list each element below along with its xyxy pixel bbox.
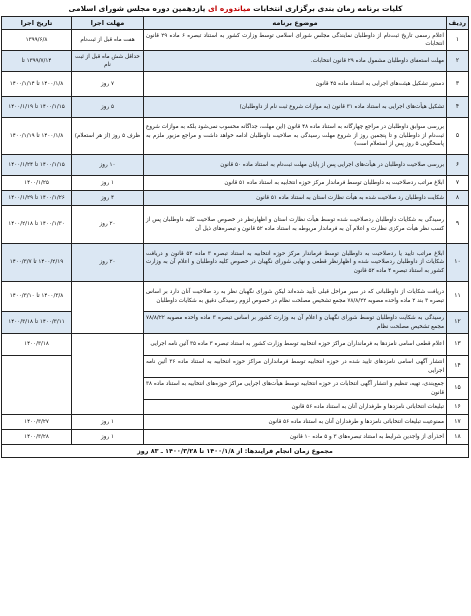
- schedule-table: [1, 16, 469, 458]
- row-date: ۱۳۹۹/۶/۸: [2, 30, 72, 51]
- row-topic: رسیدگی به شکایات داوطلبان ردصلاحیت شده توسط هیأت نظارت استان و اظهارنظر در خصوص صلاحیت کلیه داوطلبان پس از کسب نظر هیأت مرکزی نظارت و اعلام آن به فرماندار مربوطه به استناد ماده ۵۲ قانون و تبصره‌های ذیل آن: [144, 206, 447, 244]
- row-date: ۱۴۰۰/۱/۱۵ تا ۱۴۰۰/۱/۲۴: [2, 155, 72, 176]
- row-date: ۱۴۰۰/۲/۱۹ تا ۱۴۰۰/۳/۷: [2, 244, 72, 282]
- row-duration: ۵ روز: [72, 97, 144, 118]
- title-highlight: میاندوره ای: [208, 4, 251, 13]
- row-date: ۱۴۰۰/۱/۲۶ تا ۱۴۰۰/۱/۲۹: [2, 191, 72, 206]
- row-duration: ۱ روز: [72, 176, 144, 191]
- row-topic: ممنوعیت تبلیغات انتخاباتی نامزدها و طرفداران آنان به استناد ماده ۵۶ قانون: [144, 415, 447, 430]
- row-date: ۱۴۰۰/۳/۱۱ تا ۱۴۰۰/۳/۱۸: [2, 312, 72, 334]
- row-topic: بررسی صلاحیت داوطلبان در هیأت‌های اجرایی پس از پایان مهلت ثبت‌نام به استناد ماده ۵۰ قانون: [144, 155, 447, 176]
- row-number: ۱: [447, 30, 469, 51]
- row-duration: ۲۰ روز: [72, 244, 144, 282]
- row-duration: ۱ روز: [72, 430, 144, 445]
- row-topic: جمع‌بندی، تهیه، تنظیم و انتشار آگهی انتخابات در حوزه انتخابیه توسط هیأت‌های اجرایی مراکز حوزه‌های انتخابیه به استناد ماده ۳۸ قانون: [144, 378, 447, 400]
- table-footer-row: [2, 445, 469, 458]
- row-date: ۱۴۰۰/۱/۱۵ تا ۱۴۰۰/۱/۱۹: [2, 97, 72, 118]
- table-row: [2, 206, 469, 244]
- table-header-row: [2, 17, 469, 30]
- row-number: ۷: [447, 176, 469, 191]
- row-duration: [72, 282, 144, 334]
- row-topic: تبلیغات انتخاباتی نامزدها و طرفداران آنان به استناد ماده ۵۶ قانون: [144, 400, 447, 415]
- row-number: ۴: [447, 97, 469, 118]
- row-topic: رسیدگی به شکایت داوطلبان توسط شورای نگهبان و اعلام آن به وزارت کشور بر اساس تبصره ۳ ماده واحده مصوبه ۷۸/۸/۲۲ مجمع تشخیص مصلحت نظام: [144, 312, 447, 334]
- table-row: [2, 118, 469, 155]
- header-num: ردیف: [447, 17, 469, 30]
- row-number: ۱۳: [447, 334, 469, 356]
- table-row: [2, 415, 469, 430]
- row-topic: انتشار آگهی اسامی نامزدهای تایید شده در حوزه انتخابیه توسط فرمانداران مراکز حوزه انتخابیه به استناد ماده ۳۶ آئین نامه اجرایی: [144, 356, 447, 378]
- row-number: ۸: [447, 191, 469, 206]
- table-row: [2, 282, 469, 312]
- row-topic: اعلام قطعی اسامی نامزدها به فرمانداران مراکز حوزه انتخابیه توسط وزارت کشور به استناد تبصره ۳ ماده ۳۵ آئین نامه اجرایی: [144, 334, 447, 356]
- row-date: ۱۴۰۰/۳/۸ تا ۱۴۰۰/۳/۱۰: [2, 282, 72, 312]
- header-duration: مهلت اجرا: [72, 17, 144, 30]
- row-topic: شکایت داوطلبان رد صلاحیت شده به هیأت نظارت استان به استناد ماده ۵۱ قانون: [144, 191, 447, 206]
- table-row: [2, 244, 469, 282]
- row-topic: اخذرأی از واجدین شرایط به استناد تبصره‌های ۳ و ۵ ماده ۱۰ قانون: [144, 430, 447, 445]
- title-post: یازدهمین دوره مجلس شورای اسلامی: [68, 4, 209, 13]
- row-duration: ۲۰ روز: [72, 206, 144, 244]
- table-row: [2, 176, 469, 191]
- row-number: ۵: [447, 118, 469, 155]
- row-number: ۲: [447, 51, 469, 72]
- row-duration: ۴ روز: [72, 191, 144, 206]
- row-duration: ظرف ۵ روز (از هر استعلام): [72, 118, 144, 155]
- row-date: ۱۴۰۰/۳/۱۸: [2, 334, 72, 356]
- row-topic: دریافت شکایات از داوطلبانی که در سیر مراحل قبلی تأیید شده‌اند لیکن شورای نگهبان نظر به رد صلاحیت آنان دارد بر اساس تبصره ۳ بند ۲ ماده واحده مصوبه ۷۸/۸/۲۲ مجمع تشخیص مصلحت نظام در خصوص لزوم رسیدگی دقیق به شکایات داوطلبان: [144, 282, 447, 312]
- row-duration: ۱ روز: [72, 415, 144, 430]
- row-duration: ۱۰ روز: [72, 155, 144, 176]
- row-number: ۱۲: [447, 312, 469, 334]
- row-topic: دستور تشکیل هیئت‌های اجرایی به استناد ماده ۴۵ قانون: [144, 72, 447, 97]
- row-date: ۱۴۰۰/۱/۳۰ تا ۱۴۰۰/۲/۱۸: [2, 206, 72, 244]
- schedule-document: [2, 2, 469, 458]
- document-title: [2, 2, 469, 16]
- table-row: [2, 191, 469, 206]
- table-row: [2, 51, 469, 72]
- row-number: ۶: [447, 155, 469, 176]
- row-duration: هفت ماه قبل از ثبت‌نام: [72, 30, 144, 51]
- row-duration: ۷ روز: [72, 72, 144, 97]
- row-topic: ابلاغ مراتب تایید یا ردصلاحیت به داوطلبان توسط فرماندار مرکز حوزه انتخابیه به استناد تبصره ۳ ماده ۵۲ قانون و دریافت شکایات از داوطلبان ردصلاحیت شده و اظهارنظر قطعی و نهایی شورای نگهبان در خصوص کلیه داوطلبان و اعلام آن به وزارت کشور به استناد تبصره ۴ ماده ۵۲ قانون: [144, 244, 447, 282]
- row-date: ۱۴۰۰/۱/۸ تا ۱۴۰۰/۱/۱۹: [2, 118, 72, 155]
- row-topic: اعلام رسمی تاریخ ثبت‌نام از داوطلبان نمایندگی مجلس شورای اسلامی توسط وزارت کشور به استناد تبصره ۶ ماده ۲۹ قانون انتخابات: [144, 30, 447, 51]
- row-number: ۱۱: [447, 282, 469, 312]
- table-row: [2, 30, 469, 51]
- table-row: [2, 97, 469, 118]
- row-duration: [72, 334, 144, 415]
- row-number: ۹: [447, 206, 469, 244]
- row-date: ۱۴۰۰/۱/۸ تا ۱۴۰۰/۱/۱۴: [2, 72, 72, 97]
- table-row: [2, 430, 469, 445]
- row-topic: ابلاغ مراتب ردصلاحیت به داوطلبان توسط فرماندار مرکز حوزه انتخابیه به استناد ماده ۵۱ قانون: [144, 176, 447, 191]
- row-date: ۱۴۰۰/۳/۲۸: [2, 430, 72, 445]
- row-number: ۱۶: [447, 400, 469, 415]
- row-number: ۱۸: [447, 430, 469, 445]
- header-date: تاریخ اجرا: [2, 17, 72, 30]
- table-row: [2, 155, 469, 176]
- table-row: [2, 72, 469, 97]
- row-duration: حداقل شش ماه قبل از ثبت نام: [72, 51, 144, 72]
- row-topic: تشکیل هیأت‌های اجرایی به استناد ماده ۳۱ قانون (به موازات شروع ثبت نام از داوطلبان): [144, 97, 447, 118]
- row-date: ۱۴۰۰/۱/۲۵: [2, 176, 72, 191]
- row-number: ۱۷: [447, 415, 469, 430]
- row-number: ۳: [447, 72, 469, 97]
- row-number: ۱۵: [447, 378, 469, 400]
- table-row: [2, 334, 469, 356]
- header-topic: موضوع برنامه: [144, 17, 447, 30]
- total-duration: مجموع زمان انجام فرایندها: از ۱۴۰۰/۱/۸ تا ۱۴۰۰/۳/۲۸ ـ ۸۳ روز: [2, 445, 469, 458]
- row-topic: مهلت استعفای داوطلبان مشمول ماده ۲۹ قانون انتخابات.: [144, 51, 447, 72]
- row-number: ۱۴: [447, 356, 469, 378]
- row-date: ۱۴۰۰/۳/۲۷: [2, 415, 72, 430]
- table-body: [2, 30, 469, 445]
- row-topic: بررسی سوابق داوطلبان در مراجع چهارگانه به استناد ماده ۴۸ قانون (این مهلت، جداگانه محسوب نمی‌شود بلکه به موازات شروع ثبت‌نام از داوطلبان و تا پنجمین روز از شروع مهلت رسیدگی به صلاحیت داوطلبان ادامه خواهد داشت و مراجع مزبور ملزم به پاسخگویی ۵ روز پس از استعلام است): [144, 118, 447, 155]
- row-date: ۱۳۹۹/۷/۱۴ تا: [2, 51, 72, 72]
- row-date: [2, 356, 72, 415]
- title-pre: کلیات برنامه زمان بندی برگزاری انتخابات: [250, 4, 403, 13]
- row-number: ۱۰: [447, 244, 469, 282]
